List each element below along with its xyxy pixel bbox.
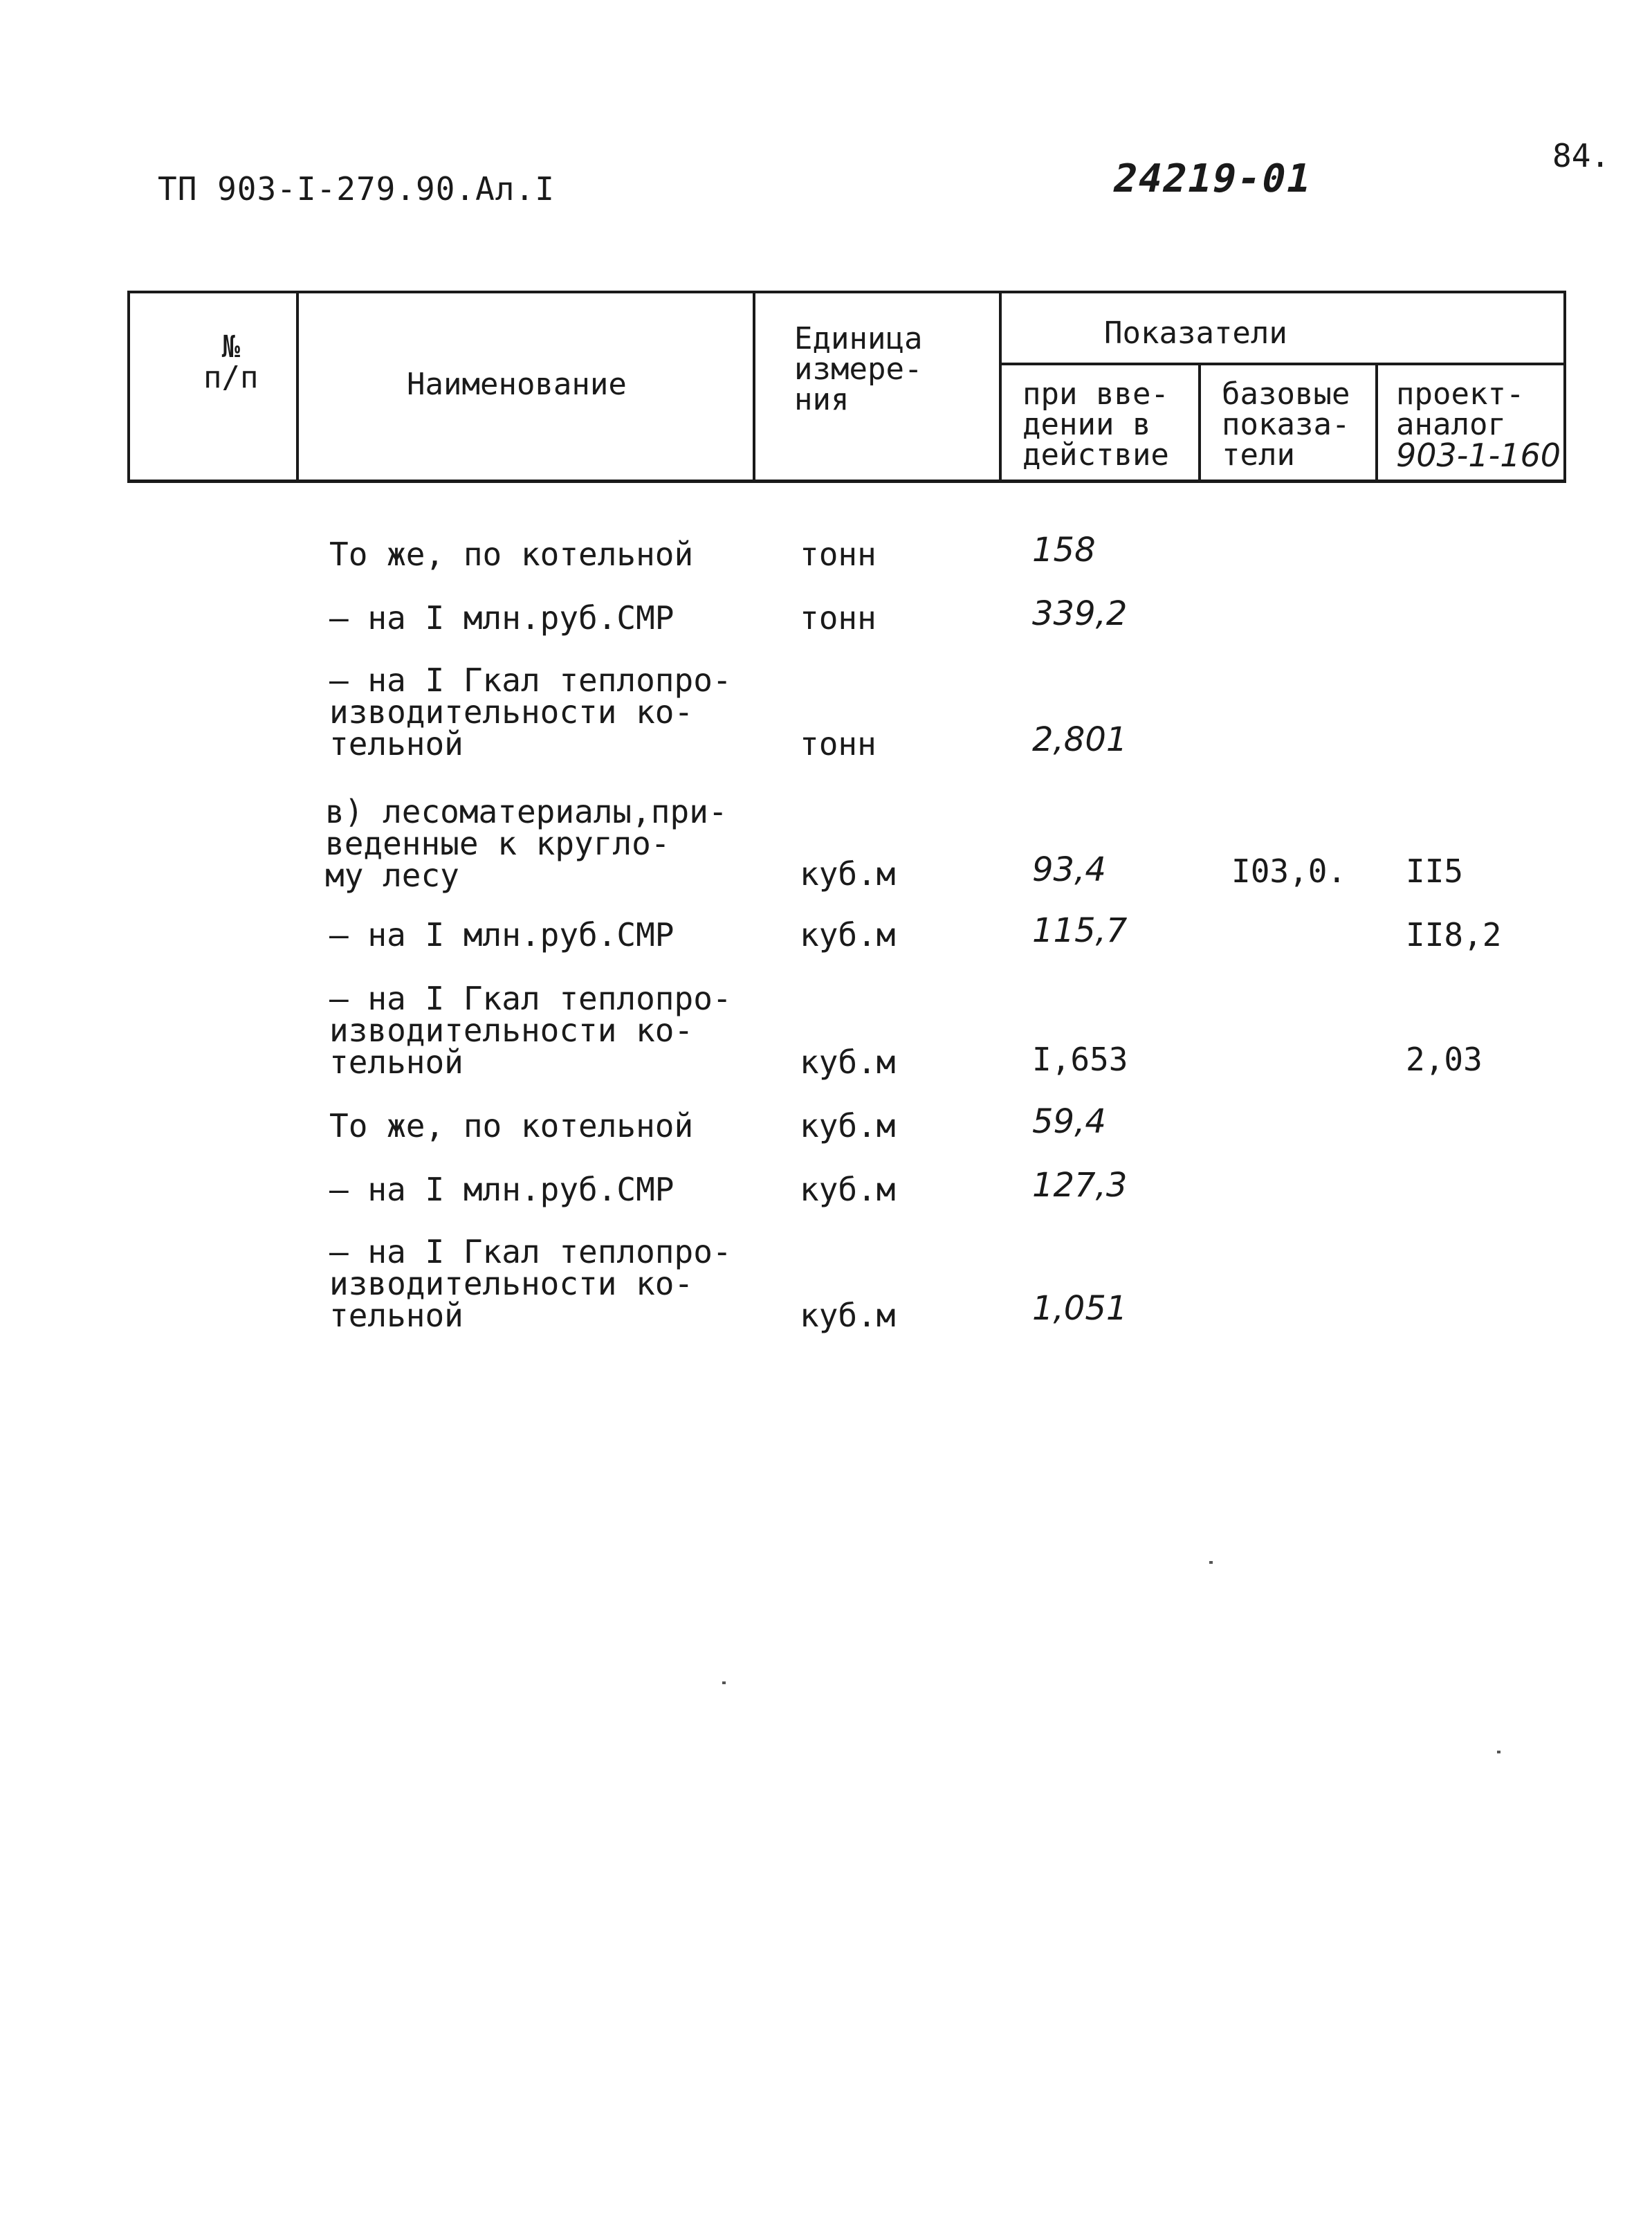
table-header <box>127 291 1566 483</box>
header-number: № п/п <box>203 329 259 395</box>
row-value-commissioning: 127,3 <box>1032 1166 1128 1205</box>
row-value-commissioning: 339,2 <box>1032 594 1128 633</box>
row-value-commissioning: 158 <box>1032 531 1096 569</box>
row-unit: тонн <box>800 536 877 573</box>
row-unit: куб.м <box>800 855 896 893</box>
row-value-commissioning: 1,051 <box>1032 1289 1128 1328</box>
row-value-commissioning: I,653 <box>1032 1041 1128 1078</box>
row-value-commissioning: 2,801 <box>1032 720 1128 759</box>
header-indicators: Показатели <box>1104 316 1287 351</box>
row-name: – на I млн.руб.СМР <box>329 1171 674 1208</box>
header-name: Наименование <box>407 367 627 402</box>
row-unit: тонн <box>800 725 877 763</box>
column-divider <box>999 293 1002 480</box>
row-unit: куб.м <box>800 1171 896 1208</box>
column-divider <box>1375 363 1378 480</box>
row-value-analog: 2,03 <box>1406 1041 1483 1078</box>
row-unit: куб.м <box>800 916 896 954</box>
inventory-number: 24219-01 <box>1109 156 1316 201</box>
column-divider <box>1198 363 1201 480</box>
document-code: ТП 903-I-279.90.Ал.I <box>158 170 555 208</box>
row-value-base: I03,0. <box>1231 852 1347 890</box>
row-value-analog: II8,2 <box>1406 916 1502 954</box>
row-unit: куб.м <box>800 1297 896 1334</box>
header-analog-project: проект- аналог <box>1396 376 1525 442</box>
row-name: То же, по котельной <box>329 1107 694 1144</box>
row-name: – на I млн.руб.СМР <box>329 599 674 637</box>
header-base-indicators: базовые показа- тели <box>1222 376 1350 473</box>
column-divider <box>753 293 755 480</box>
row-name: – на I Гкал теплопро- изводительности ко- тельной <box>329 1233 732 1334</box>
group-divider <box>999 363 1563 365</box>
analog-project-code: 903-1-160 <box>1396 437 1561 474</box>
row-name: То же, по котельной <box>329 536 694 573</box>
row-value-analog: II5 <box>1406 852 1464 890</box>
row-name: в) лесоматериалы,при- веденные к кругло- му лесу <box>325 793 728 894</box>
row-name: – на I Гкал теплопро- изводительности ко- тельной <box>329 980 732 1081</box>
column-divider <box>296 293 299 480</box>
row-unit: куб.м <box>800 1107 896 1144</box>
row-value-commissioning: 59,4 <box>1032 1102 1106 1141</box>
header-unit: Единица измере- ния <box>794 321 923 417</box>
page-number: 84. <box>1552 137 1610 174</box>
row-unit: тонн <box>800 599 877 637</box>
scan-speck <box>1209 1561 1213 1564</box>
row-name: – на I Гкал теплопро- изводительности ко- тельной <box>329 662 732 763</box>
scan-speck <box>1497 1751 1500 1753</box>
row-unit: куб.м <box>800 1043 896 1081</box>
row-name: – на I млн.руб.СМР <box>329 916 674 954</box>
row-value-commissioning: 115,7 <box>1032 911 1128 950</box>
scan-speck <box>722 1681 726 1684</box>
header-at-commissioning: при вве- дении в действие <box>1022 376 1169 473</box>
row-value-commissioning: 93,4 <box>1032 850 1106 889</box>
